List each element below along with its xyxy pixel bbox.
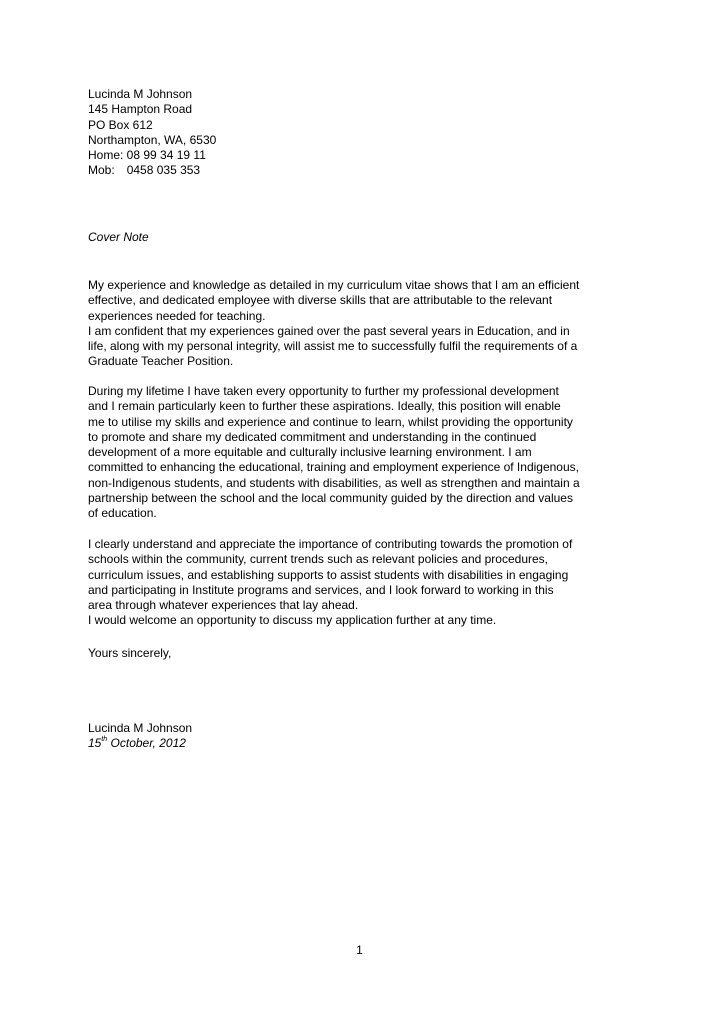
paragraph-1 xyxy=(88,278,579,370)
date-suffix: th xyxy=(101,736,108,744)
page-number: 1 xyxy=(356,943,363,957)
paragraph-line: to promote and share my dedicated commitment and understanding in the continued xyxy=(88,429,537,444)
paragraph-line: I clearly understand and appreciate the importance of contributing towards the promotion of xyxy=(88,537,573,551)
paragraph-line: of education. xyxy=(88,506,157,521)
paragraph-line: area through whatever experiences that lay ahead. xyxy=(88,598,359,613)
paragraph-3 xyxy=(88,537,572,629)
paragraph-line: I would welcome an opportunity to discuss my application further at any time. xyxy=(88,613,497,628)
paragraph-line: me to utilise my skills and experience and continue to learn, whilst providing the opportunity xyxy=(88,414,573,429)
paragraph-line: During my lifetime I have taken every opportunity to further my professional development xyxy=(88,384,559,398)
sender-name: Lucinda M Johnson xyxy=(88,87,193,101)
sender-address-line1: 145 Hampton Road xyxy=(88,102,193,117)
paragraph-line: life, along with my personal integrity, will assist me to successfully fulfil the requirements of a xyxy=(88,339,578,354)
sender-address-line2: PO Box 612 xyxy=(88,117,153,132)
paragraph-2 xyxy=(88,384,580,522)
paragraph-line: and participating in Institute programs and services, and I look forward to working in this xyxy=(88,582,554,597)
document-heading xyxy=(88,230,149,245)
paragraph-line: development of a more equitable and culturally inclusive learning environment. I am xyxy=(88,445,532,460)
signature-name: Lucinda M Johnson xyxy=(88,721,193,735)
paragraph-line: My experience and knowledge as detailed in my curriculum vitae shows that I am an efficient xyxy=(88,278,580,292)
closing-text: Yours sincerely, xyxy=(88,646,172,660)
sender-address-block xyxy=(88,87,216,179)
sender-home-phone: Home: 08 99 34 19 11 xyxy=(88,148,206,163)
date-day: 15 xyxy=(88,736,102,751)
paragraph-line: non-Indigenous students, and students with disabilities, as well as strengthen and maintain a xyxy=(88,475,580,490)
closing-block xyxy=(88,646,171,661)
sender-address-line3: Northampton, WA, 6530 xyxy=(88,132,217,147)
date-rest: October, 2012 xyxy=(107,736,186,751)
paragraph-line: experiences needed for teaching. xyxy=(88,308,266,323)
mobile-number: 0458 035 353 xyxy=(126,163,201,178)
paragraph-line: committed to enhancing the educational, training and employment experience of Indigenous, xyxy=(88,460,579,475)
paragraph-line: I am confident that my experiences gained over the past several years in Education, and in xyxy=(88,323,570,338)
signature-date xyxy=(88,736,192,751)
paragraph-line: effective, and dedicated employee with diverse skills that are attributable to the relevant xyxy=(88,293,553,308)
sender-mobile xyxy=(88,163,216,178)
paragraph-line: partnership between the school and the local community guided by the direction and values xyxy=(88,491,573,506)
heading-text: Cover Note xyxy=(88,230,149,244)
paragraph-line: and I remain particularly keen to further these aspirations. Ideally, this position will enable xyxy=(88,399,561,414)
mobile-label: Mob: xyxy=(88,163,115,178)
signature-block xyxy=(88,721,192,752)
paragraph-line: schools within the community, current trends such as relevant policies and procedures, xyxy=(88,552,549,567)
paragraph-line: curriculum issues, and establishing supports to assist students with disabilities in engaging xyxy=(88,567,569,582)
paragraph-line: Graduate Teacher Position. xyxy=(88,354,234,369)
